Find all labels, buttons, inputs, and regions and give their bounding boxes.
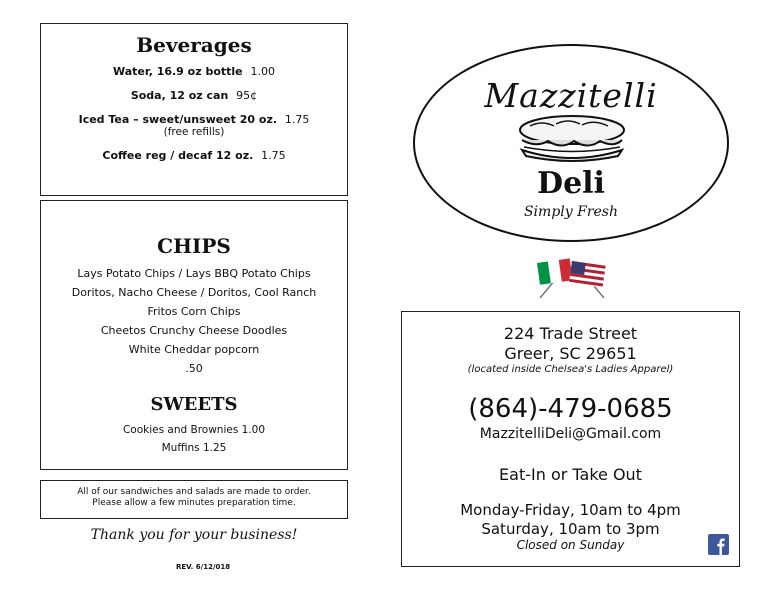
chips-price: .50 <box>185 362 203 375</box>
sweets-price: 1.00 <box>241 424 266 436</box>
sweets-item <box>41 439 347 457</box>
italy-usa-flags-icon <box>532 258 612 300</box>
sweets-list <box>41 421 347 457</box>
chips-item: Cheetos Crunchy Cheese Doodles <box>100 324 288 337</box>
beverage-price: 1.75 <box>261 149 286 162</box>
address-city: Greer, SC 29651 <box>504 344 637 363</box>
logo-tagline: Simply Fresh <box>523 204 619 220</box>
sweets-price: 1.25 <box>202 442 227 454</box>
hours-weekday: Monday-Friday, 10am to 4pm <box>460 501 681 519</box>
chips-item: White Cheddar popcorn <box>128 343 260 356</box>
service-type: Eat-In or Take Out <box>499 465 642 484</box>
notice-line: All of our sandwiches and salads are made to order. <box>77 487 311 497</box>
facebook-icon[interactable] <box>708 534 729 555</box>
beverage-note: (free refills) <box>163 126 225 138</box>
beverage-name: Water, 16.9 oz bottle <box>113 65 243 78</box>
chips-title: CHIPS <box>157 234 231 258</box>
phone-number[interactable]: (864)-479-0685 <box>468 394 673 424</box>
thank-you-message: Thank you for your business! <box>90 527 298 543</box>
order-notice-box <box>40 480 348 519</box>
chips-item: Lays Potato Chips / Lays BBQ Potato Chips <box>77 267 311 280</box>
chips-list <box>41 264 347 378</box>
sweets-item <box>41 421 347 439</box>
beverage-name: Coffee reg / decaf 12 oz. <box>102 149 254 162</box>
email-address[interactable]: MazzitelliDeli@Gmail.com <box>479 426 662 442</box>
beverage-name: Soda, 12 oz can <box>130 89 229 102</box>
beverages-title: Beverages <box>136 33 252 57</box>
chips-item: Fritos Corn Chips <box>147 305 241 318</box>
sweets-name: Cookies and Brownies <box>122 424 239 436</box>
beverage-item <box>41 89 347 102</box>
chips-item: Doritos, Nacho Cheese / Doritos, Cool Ranch <box>71 286 317 299</box>
sandwich-icon <box>516 114 628 162</box>
logo-name: Mazzitelli <box>484 76 658 115</box>
beverage-item <box>41 65 347 78</box>
beverage-item <box>41 149 347 162</box>
revision-label: REV. 6/12/018 <box>176 563 231 571</box>
address-street: 224 Trade Street <box>503 324 638 343</box>
beverage-item <box>41 113 347 126</box>
hours-saturday: Saturday, 10am to 3pm <box>481 520 660 538</box>
logo-oval <box>413 44 729 242</box>
beverage-name: Iced Tea – sweet/unsweet 20 oz. <box>78 113 278 126</box>
location-note: (located inside Chelsea's Ladies Apparel) <box>467 364 674 375</box>
beverage-price: 95¢ <box>236 89 258 102</box>
hours-sunday: Closed on Sunday <box>516 538 625 552</box>
logo-subtitle: Deli <box>537 166 605 201</box>
beverages-box <box>40 23 348 196</box>
sweets-name: Muffins <box>161 442 200 454</box>
beverage-price: 1.00 <box>250 65 275 78</box>
chips-sweets-box <box>40 200 348 470</box>
notice-line: Please allow a few minutes preparation time. <box>92 498 296 508</box>
sweets-title: SWEETS <box>150 394 238 415</box>
contact-box <box>401 311 740 567</box>
beverage-price: 1.75 <box>284 113 310 126</box>
